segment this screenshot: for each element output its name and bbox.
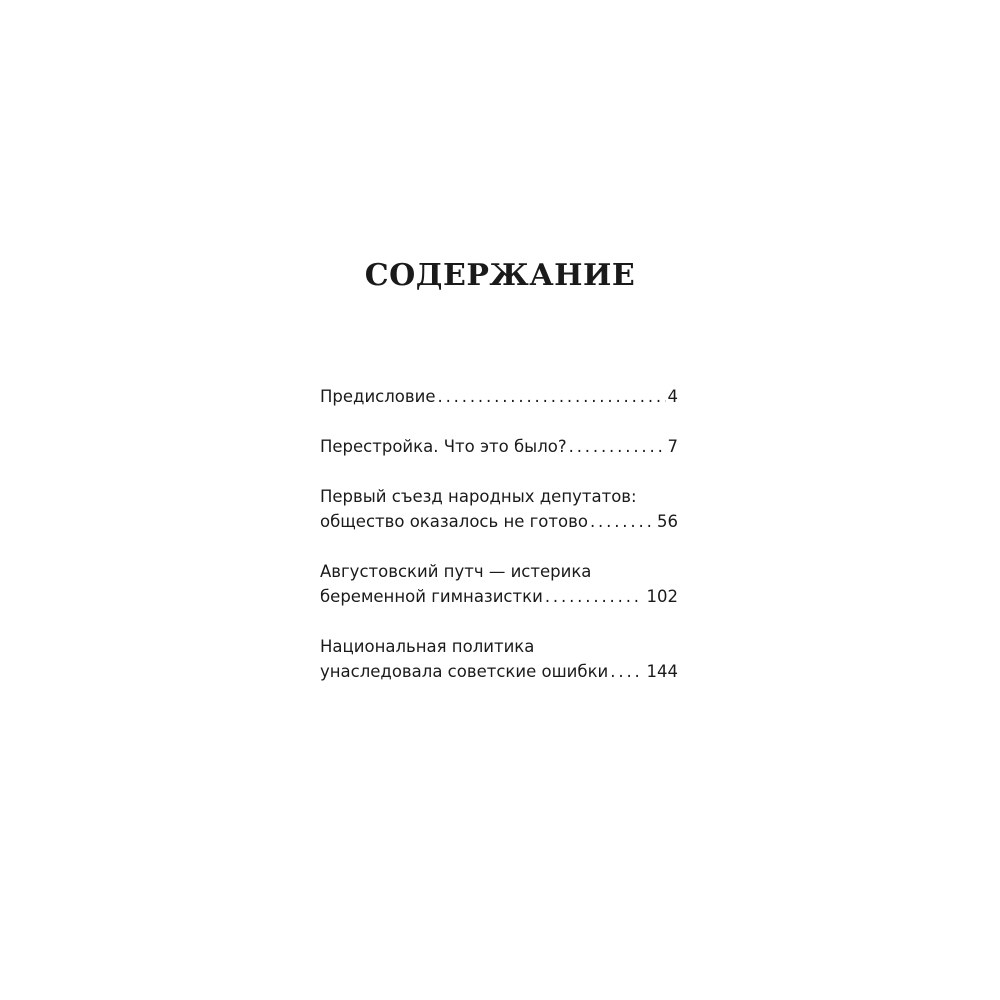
- toc-entry-line: [320, 509, 678, 534]
- toc-entry-title: Перестройка. Что это было?: [320, 437, 567, 456]
- dot-leader: [545, 584, 639, 609]
- toc-entry-perestroika: [320, 434, 678, 459]
- table-of-contents: [320, 384, 678, 684]
- toc-page-number: 7: [667, 437, 678, 456]
- toc-page-number: 56: [657, 512, 678, 531]
- page-title: СОДЕРЖАНИЕ: [364, 258, 636, 293]
- toc-entry-august-putsch: [320, 559, 678, 609]
- toc-page-number: 144: [646, 662, 678, 681]
- toc-entry-line: [320, 434, 678, 459]
- dot-leader: [569, 434, 666, 459]
- toc-entry-first-congress: [320, 484, 678, 534]
- toc-entry-title-line-2: унаследовала советские ошибки: [320, 662, 609, 681]
- toc-entry-line: [320, 384, 678, 409]
- toc-entry-title-line-2: беременной гимназистки: [320, 587, 543, 606]
- toc-entry-title-line-1: Августовский путч — истерика: [320, 562, 592, 581]
- toc-entry-title-line-2: общество оказалось не готово: [320, 512, 588, 531]
- toc-entry-title: Предисловие: [320, 387, 436, 406]
- toc-entry-national-policy: [320, 634, 678, 684]
- dot-leader: [610, 659, 638, 684]
- dot-leader: [437, 384, 665, 409]
- toc-page-number: 4: [667, 387, 678, 406]
- toc-entry-title-line-1: Первый съезд народных депутатов:: [320, 487, 637, 506]
- dot-leader: [590, 509, 655, 534]
- toc-page-number: 102: [646, 587, 678, 606]
- toc-entry-line: [320, 659, 678, 684]
- toc-entry-title-line-1: Национальная политика: [320, 637, 535, 656]
- toc-entry-preface: [320, 384, 678, 409]
- toc-entry-line: [320, 584, 678, 609]
